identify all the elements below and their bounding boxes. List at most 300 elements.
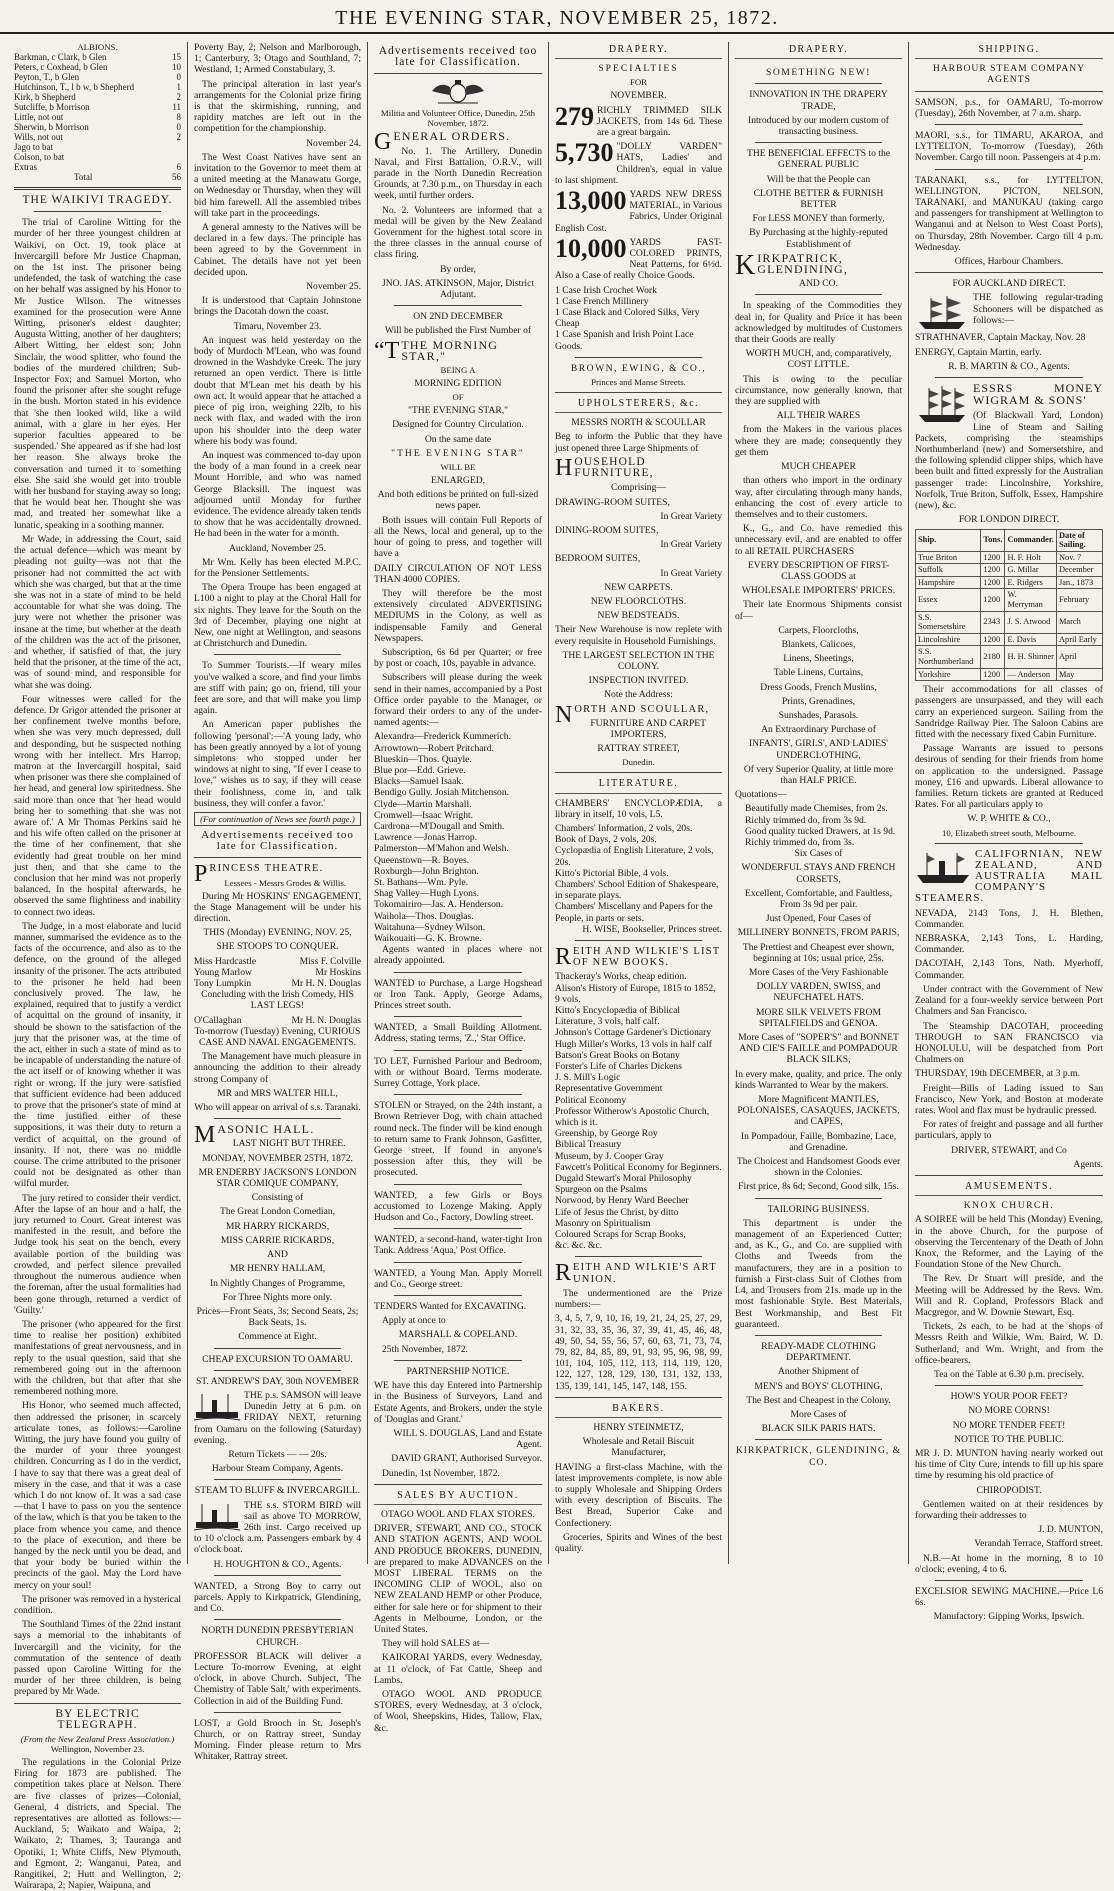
- ad-text: R. B. MARTIN & CO., Agents.: [948, 360, 1070, 372]
- batsman-name: Jago to bat: [14, 142, 53, 152]
- ad-text: The Management have much pleasure in announcing the addition to their already strong Company of: [194, 1051, 361, 1085]
- ad-text: "THE EVENING STAR,": [407, 405, 509, 417]
- ship-row: [916, 611, 1103, 633]
- sailing-ship-icon: [915, 294, 969, 332]
- tragedy-article: [14, 217, 181, 1697]
- runs: 6: [176, 162, 181, 172]
- divider: [34, 211, 161, 212]
- divider: [394, 1262, 522, 1263]
- agent-entry: Clyde—Martin Marshall.: [374, 798, 472, 810]
- book-entry: Chambers' Miscellany and Papers for the People, in parts or sets.: [555, 901, 713, 924]
- runs: [169, 142, 181, 152]
- ships-column-header: Date of Sailing.: [1056, 529, 1102, 551]
- specialty-text: RICHLY TRIMMED SILK JACKETS, from 14s 6d. These are a great bargain.: [597, 104, 722, 139]
- north-scoullar-heading: ORTH AND SCOULLAR,: [574, 703, 710, 715]
- dropcap: H: [555, 454, 573, 481]
- ad-text: Beg to inform the Public that they have just opened three Large Shipments of: [555, 431, 722, 454]
- article-paragraph: The prisoner was removed in a hysterical condition.: [14, 1593, 181, 1616]
- ship-cell: H. F. Holt: [1005, 551, 1057, 564]
- order-signature: JNO. JAS. ATKINSON, Major, District Adjutant.: [381, 277, 535, 301]
- ad-text: Comprising—: [611, 482, 666, 494]
- ad-text: Who will appear on arrival of s.s. Taranaki.: [194, 1102, 361, 1114]
- stolen-ad: STOLEN or Strayed, on the 24th instant, a Brown Retriever Dog, with chain attached round neck. The finder will be kind enough to return same to Frank Johnson, Gasfitter, George street. If found in anyone's possession after this, they will be prosecuted.: [374, 1100, 542, 1179]
- runs: 2: [176, 132, 181, 142]
- column-3: [370, 42, 546, 1734]
- ship-cell: — Anderson: [1005, 668, 1057, 681]
- column-rule: [728, 42, 729, 1564]
- agent-entry: Cardrona—M'Dougall and Smith.: [374, 820, 505, 832]
- ad-text: WHOLESALE IMPORTERS' PRICES.: [741, 585, 896, 597]
- ad-text: Quotations—: [735, 789, 787, 801]
- ad-text: Their New Warehouse is now replete with every requisite in Household Furnishings.: [555, 624, 722, 647]
- ad-text: MR ENDERBY JACKSON'S LONDON STAR COMIQUE COMPANY,: [198, 1166, 357, 1190]
- section-heading: UPHOLSTERERS, &c.: [555, 398, 722, 413]
- ships-table: [915, 529, 1103, 682]
- ad-text: Princes and Manse Streets.: [591, 377, 686, 388]
- divider: [755, 83, 882, 84]
- kirkpatrick-heading: IRKPATRICK, GLENDINING,: [757, 250, 849, 277]
- dateline: Timaru, November 23.: [233, 320, 322, 332]
- news-paragraph: To Summer Tourists.—If weary miles you've walked a score, and find your limbs are stiff with pain; go on, friend, till your feet are sore, and that will make you limp again.: [194, 660, 361, 717]
- masonic-line: Commence at Eight.: [238, 1331, 317, 1343]
- book-entry: Johnson's Cottage Gardener's Dictionary: [555, 1027, 712, 1039]
- goods-list: [735, 625, 902, 721]
- dropcap: R: [555, 944, 572, 970]
- ad-text: J. D. MUNTON,: [1038, 1524, 1103, 1536]
- books-list: [555, 971, 722, 1251]
- agent-entry: Blacks—Samuel Isaak.: [374, 776, 464, 788]
- continuation-note: (For continuation of News see fourth page.): [194, 812, 361, 826]
- score-row: [14, 62, 181, 72]
- ad-text: EXCELSIOR SEWING MACHINE.—Price L6 6s.: [915, 1586, 1103, 1609]
- column-rule: [187, 42, 188, 1564]
- masonic-line: MR HARRY RICKARDS,: [225, 1220, 330, 1232]
- ad-text: Gentlemen waited on at their residences by forwarding their addresses to: [915, 1498, 1103, 1522]
- book-entry: Kitto's Encyclopædia of Biblical Literature, 3 vols, half calf.: [555, 1005, 681, 1028]
- masonic-line: The Great London Comedian,: [219, 1206, 336, 1218]
- batsman-name: Kirk, b Shepherd: [14, 92, 76, 102]
- news-paragraph: It is understood that Captain Johnstone brings the Dacotah down the coast.: [194, 295, 361, 318]
- score-row: [14, 162, 181, 172]
- score-total-row: [14, 172, 181, 182]
- divider: [214, 1118, 341, 1119]
- ad-text: EVERY DESCRIPTION OF FIRST-CLASS GOODS at: [747, 559, 890, 582]
- steamer-icon: [194, 1502, 240, 1532]
- batsman-name: Sherwin, b Morrison: [14, 122, 89, 132]
- ship-row: [916, 576, 1103, 589]
- ad-heading: CHEAP EXCURSION TO OAMARU.: [202, 1353, 353, 1365]
- specialty-text: YARDS NEW DRESS MATERIAL, in Various Fabrics, Under Original English Cost.: [555, 189, 722, 234]
- ad-text: Wholesale and Retail Biscuit Manufacturer,: [582, 1436, 695, 1459]
- book-entry: Batson's Great Books on Botany: [555, 1049, 680, 1061]
- ad-heading: OTAGO WOOL AND FLAX STORES.: [381, 1508, 535, 1520]
- ad-heading: HARBOUR STEAM COMPANY AGENTS: [932, 63, 1086, 86]
- score-row: [14, 152, 181, 162]
- ad-text: NOVEMBER.: [610, 90, 667, 102]
- ship-row: [916, 564, 1103, 577]
- ship-cell: W. Merryman: [1005, 589, 1057, 611]
- book-entry: Spurgeon on the Psalms: [555, 1184, 648, 1196]
- ad-heading: NORTH DUNEDIN PRESBYTERIAN CHURCH.: [201, 1625, 354, 1648]
- ad-text: Will be published the First Number of: [384, 325, 532, 337]
- ad-text: from the Makers in the various places where they are made; consequently they get them: [735, 424, 902, 458]
- ad-text: 25th November, 1872.: [382, 1343, 468, 1355]
- runs: [169, 152, 181, 162]
- ad-text: N.B.—At home in the morning, 8 to 10 o'clock; evening, 4 to 6.: [915, 1552, 1103, 1575]
- divider: [575, 940, 702, 941]
- news-paragraph: The principal alteration in last year's arrangements for the Colonial prize firing is that the skirmishing, running, and rapidity matches are left out in the competition for the championship.: [194, 78, 361, 135]
- ad-text: H. HOUGHTON & CO., Agents.: [213, 1558, 342, 1570]
- score-row: [14, 52, 181, 62]
- ad-text: To-morrow (Tuesday) Evening, CURIOUS CASE AND NAVAL ENGAGEMENTS.: [194, 1025, 361, 1049]
- money-wigram-text: (Of Blackwall Yard, London) Line of Steam and Sailing Packets, comprising the steamships Northumberland (new) and Somersetshire, and the following splendid clipper ships, which have been built and fitted expressly for the Australian passenger trade: Lincolnshire, Yorkshire, Norfolk, True Briton, Suffolk, Essex, Hampshire (new), &c.: [915, 410, 1103, 512]
- ad-text: THE LARGEST SELECTION IN THE COLONY.: [562, 649, 715, 672]
- ad-heading: SPECIALTIES: [598, 63, 679, 75]
- ad-text: Subscription, 6s 6d per Quarter; or free by post or coach, 10s, payable in advance.: [374, 646, 542, 670]
- ship-row: [916, 646, 1103, 668]
- divider: [194, 857, 361, 858]
- ad-heading: TAILORING BUSINESS.: [767, 1203, 870, 1215]
- masonic-line: Consisting of: [251, 1192, 304, 1204]
- late-ads-heading: Advertisements received too late for Classification.: [378, 45, 538, 69]
- dropcap: R: [555, 1260, 572, 1287]
- ad-text: This is owing to the peculiar circumstance, now generally known, that they are supplied with: [735, 373, 902, 408]
- score-row: [14, 132, 181, 142]
- book-entry: Professor Witherow's Apostolic Church, which is it.: [555, 1105, 710, 1129]
- score-row: [14, 122, 181, 132]
- money-wigram-heading: ESSRS MONEY WIGRAM & SONS': [973, 381, 1103, 408]
- ship-cell: Suffolk: [916, 564, 981, 577]
- masonic-line: AND: [267, 1249, 288, 1261]
- runs: 0: [176, 122, 181, 132]
- divider: [214, 1712, 341, 1713]
- divider: [935, 377, 1083, 378]
- article-paragraph: The Southland Times of the 22nd instant says a memorial to the inhabitants of Invercargill and the vicinity, for the commutation of the sentence of death passed upon Caroline Witting for the murder of her three children, is being prepared by Mr Wade.: [14, 1619, 181, 1698]
- quotations-list: [735, 803, 902, 848]
- shipping-notice: TARANAKI, s.s., for LYTTELTON, WELLINGTON, PICTON, NELSON, TARANAKI, and MANUKAU (taking cargo and passengers for transhipment at Wellington to Wanganui and at Nelson to West Coast Ports), on Thursday, 28th November. Cargo till 4 p.m. Wednesday.: [915, 174, 1103, 253]
- ad-text: W. P. WHITE & CO.,: [967, 813, 1051, 825]
- ad-heading: READY-MADE CLOTHING DEPARTMENT.: [761, 1340, 876, 1364]
- divider: [755, 1439, 882, 1440]
- morning-star-title: THE MORNING STAR,": [401, 337, 499, 363]
- agent-entry: Waikouaiti—G. K. Browne.: [374, 933, 482, 944]
- ship-cell: J. S. Atwood: [1005, 611, 1057, 633]
- ship-cell: 1200: [981, 576, 1005, 589]
- case-entry: 1 Case French Millinery: [555, 295, 649, 307]
- ad-text: "THE EVENING STAR": [391, 447, 525, 459]
- ad-heading: SOMETHING NEW!: [766, 67, 871, 79]
- column-rule: [367, 42, 368, 1564]
- ship-cell: 2343: [981, 611, 1005, 633]
- goods-entry: Blankets, Calicoes,: [781, 638, 856, 650]
- ship-cell: December: [1056, 564, 1102, 577]
- ad-text: Freight—Bills of Lading issued to San Francisco, New York, and Boston at moderate rates. Wool and flax must be hydraulic pressed.: [915, 1082, 1103, 1116]
- ad-text: In Great Variety: [660, 567, 722, 579]
- score-row: [14, 142, 181, 152]
- cast-row: [194, 978, 361, 989]
- runs: 11: [172, 102, 181, 112]
- steamer-icon: [194, 1392, 240, 1422]
- ad-text: In Great Variety: [660, 539, 722, 551]
- news-paragraph: The West Coast Natives have sent an invitation to the Governor to meet them at a united meeting at the Manawatu Gorge, on Wednesday or Thursday, when they will bid him farewell. All the assembled tribes will take part in the proceedings.: [194, 151, 361, 219]
- dropcap: N: [555, 701, 573, 728]
- ship-row: [916, 589, 1103, 611]
- ad-text: Agents.: [1073, 1158, 1103, 1170]
- cricket-score-table: [14, 52, 181, 182]
- ad-text: Tea on the Table at 6.30 p.m. precisely.: [934, 1368, 1084, 1380]
- ad-text: NEW BEDSTEADS.: [597, 610, 680, 622]
- ad-text: AND CO.: [799, 278, 838, 290]
- ad-text: SHE STOOPS TO CONQUER.: [216, 941, 339, 953]
- ad-text: DINING-ROOM SUITES,: [555, 524, 659, 536]
- ad-text: OF: [452, 392, 464, 403]
- ad-text: Under contract with the Government of New Zealand for a four-weekly service between Port Chalmers and San Francisco.: [915, 983, 1103, 1018]
- ad-heading: STEAM TO BLUFF & INVERCARGILL.: [194, 1485, 361, 1497]
- news-paragraph: An inquest was held yesterday on the body of Murdoch M'Lean, who was found drowned in the Washdyke Creek. The jury returned an open verdict. There is little doubt that M'Lean met his death by his own act. It would appear that he attached a piece of pig iron, weighing 22lb, to his neck with flax, and waded with the iron upon his shoulder into the deep water where his body was found.: [194, 334, 361, 447]
- ad-text: ALL THEIR WARES: [776, 410, 861, 422]
- ad-text: CHAMBERS' ENCYCLOPÆDIA, a library in itself, 10 vols, L5.: [555, 797, 722, 820]
- agent-entry: Waitahuna—Sydney Wilson.: [374, 921, 486, 933]
- specialty-item: [555, 233, 722, 282]
- ad-text: Verandah Terrace, Stafford street.: [974, 1538, 1103, 1550]
- divider: [214, 1479, 341, 1480]
- runs: 0: [176, 72, 181, 82]
- specialty-text: YARDS FAST-COLORED PRINTS, Neat Patterns, for 6½d. Also a Case of really Choice Goods.: [555, 236, 722, 282]
- wanted-ad: WANTED, a Young Man. Apply Morrell and Co., George street.: [374, 1267, 542, 1290]
- ad-text: NEW CARPETS.: [604, 581, 673, 593]
- ad-text: Their accommodations for all classes of passengers are unsurpassed, and they will each carry an experienced surgeon. Sailing from the Sandridge Railway Pier. The Saloon Cabins are fitted with the necessary fixed Cabin Furniture.: [915, 684, 1103, 741]
- section-heading: SHIPPING.: [915, 44, 1103, 59]
- ad-text: MORE SILK VELVETS FROM SPITALFIELDS and GENOA.: [755, 1006, 881, 1029]
- news-paragraph: An inquest was commenced to-day upon the body of a man found in a creek near Mount Horrible, and who was named George Blacksill. The inquest was adjourned until Monday for further evidence. The evidence already taken tends to show that he was accidentally drowned. He had been in the water for a month.: [194, 449, 361, 540]
- masonic-line: MISS CARRIE RICKARDS,: [220, 1234, 335, 1246]
- ad-text: Introduced by our modern custom of transacting business.: [748, 114, 889, 138]
- divider: [374, 73, 542, 74]
- ad-heading: KNOX CHURCH.: [963, 1200, 1055, 1212]
- ad-text: Manufactory: Gipping Works, Ipswich.: [933, 1611, 1085, 1623]
- specialty-item: [555, 101, 722, 139]
- divider: [935, 169, 1083, 170]
- specialty-number: 279: [555, 101, 594, 131]
- ad-text: INFANTS', GIRLS', AND LADIES' UNDERCLOTHING,: [748, 738, 889, 761]
- ad-text: NEBRASKA, 2,143 Tons, L. Harding, Commander.: [915, 933, 1103, 956]
- goods-entry: Dress Goods, French Muslins,: [760, 681, 877, 693]
- quotation-entry: Richly trimmed do, from 3s 9d.: [745, 814, 867, 826]
- militia-office: Militia and Volunteer Office, Dunedin, 25th November, 1872.: [380, 108, 536, 129]
- ad-text: In Pompadour, Faille, Bombazine, Lace, and Grenadine.: [740, 1130, 897, 1153]
- book-entry: Cyclopædia of English Literature, 2 vols, 20s.: [555, 845, 714, 868]
- ad-heading: INNOVATION IN THE DRAPERY TRADE,: [749, 89, 888, 112]
- column-rule: [908, 42, 909, 1564]
- ad-text: NOTICE TO THE PUBLIC.: [954, 1433, 1064, 1445]
- ad-text: More Cases of the Very Fashionable: [748, 967, 889, 979]
- batsman-name: Peyton, T., b Glen: [14, 72, 80, 82]
- divider: [575, 357, 702, 358]
- ship-cell: Essex: [916, 589, 981, 611]
- article-paragraph: Mr Wade, in addressing the Court, said the actual defence—which was meant by pleading not guilty—was not that the prisoner had not committed the act with which she was charged, but that at the time she was not in a state of mind to be held accountable for what she was doing. The jury were not whether the prisoner was insane at the time, but whether at the death of the children was the act of the prisoner, and whether, if satisfied of that, the jury held that the prisoner, at the time of the act, was of sound mind, and responsible for what she was doing.: [14, 533, 181, 691]
- section-heading: LITERATURE.: [555, 778, 722, 793]
- ad-text: Dunedin, 1st November, 1872.: [382, 1467, 500, 1479]
- ad-heading: FOR AUCKLAND DIRECT.: [952, 278, 1066, 290]
- ad-text: WONDERFUL STAYS AND FRENCH CORSETS,: [741, 862, 896, 885]
- wanted-ad: WANTED to Purchase, a Large Hogshead or Iron Tank. Apply, George Adams, Princes street south.: [374, 977, 542, 1012]
- agent-entry: Lawrence —Jonas Harrop.: [374, 832, 478, 844]
- ad-heading: ON 2ND DECEMBER: [413, 311, 503, 323]
- book-entry: Fawcett's Political Economy for Beginners.: [555, 1161, 722, 1173]
- ad-text: A SOIREE will be held This (Monday) Evening, in the above Church, for the purpose of observing the Tercentenary of the Death of John Knox, the Reformer, and the Laying of the Foundation Stone of the New Church.: [915, 1214, 1103, 1271]
- ad-text: For LESS MONEY than formerly,: [752, 213, 885, 225]
- divider: [394, 1228, 522, 1229]
- divider: [374, 1484, 542, 1485]
- runs: 15: [172, 52, 181, 62]
- book-entry: Chambers' School Edition of Shakespeare, in separate plays.: [555, 878, 719, 902]
- ships-column-header: Commander.: [1005, 529, 1057, 551]
- dropcap: G: [374, 129, 392, 156]
- ad-heading: MESSRS NORTH & SCOULLAR: [571, 417, 706, 429]
- book-entry: Coloured Scraps for Scrap Books,: [555, 1229, 686, 1241]
- divider: [394, 1184, 522, 1185]
- ad-text: DACOTAH, 2,143 Tons, Nath. Myerhoff, Commander.: [915, 958, 1103, 981]
- reith-wilkie-heading: EITH AND WILKIE'S LIST OF NEW BOOKS.: [573, 946, 721, 969]
- late-ads-heading: Advertisements received too late for Classification.: [201, 829, 354, 853]
- ad-text: 10, Elizabeth street south, Melbourne.: [941, 827, 1077, 838]
- ship-cell: 1200: [981, 668, 1005, 681]
- cast-actor: Mr H. N. Douglas: [291, 978, 361, 990]
- specialty-item: [555, 138, 722, 186]
- specialty-text: "DOLLY VARDEN" HATS, Ladies' and Children's, equal in value to last shipment.: [555, 141, 722, 186]
- ad-text: Apply at once to: [382, 1315, 446, 1327]
- literature-list: [555, 823, 722, 924]
- ad-text: RATTRAY STREET,: [597, 743, 680, 755]
- ship-cell: February: [1056, 589, 1102, 611]
- batsman-name: Extras: [14, 162, 37, 172]
- ad-heading: HENRY STEINMETZ,: [593, 1421, 684, 1433]
- dateline: November 25.: [306, 281, 361, 293]
- wanted-ad: WANTED, a Strong Boy to carry out parcels. Apply to Kirkpatrick, Glendining, and Co.: [194, 1580, 361, 1615]
- score-row: [14, 92, 181, 102]
- column-4: [551, 42, 726, 1564]
- ship-cell: March: [1056, 611, 1102, 633]
- ad-heading: PARTNERSHIP NOTICE.: [406, 1365, 510, 1377]
- batsman-name: Wills, not out: [14, 132, 63, 142]
- ad-text: Return Tickets — — 20s.: [228, 1448, 327, 1460]
- agent-entry: Palmerston—M'Mahon and Welsh.: [374, 843, 509, 855]
- dropcap: M: [194, 1122, 216, 1149]
- article-paragraph: The trial of Caroline Witting for the murder of her three youngest children at Waikivi, on Oct. 19, took place at Invercargill before Mr Justice Chapman, on the 1st inst. The prisoner being undefended, the task of watching the case on her behalf was assigned by his Honor to Mr Justice Wilson. The witnesses examined for the prosecution were Anne Witting, prisoner's eldest daughter; Augusta Witting, another of her daughters; Albert Witting, her eldest son; John Sinclair, the wood splitter, who found the bodies of the murdered children; Sub-Inspector Fox; and Samuel Morton, who found the prisoner after she sought refuge in the bush. Morton stated in his evidence that 'she then looked wild, like a wild animal, with a glare in her eyes. Her superior faculties appeared to be suspended.' She appeared as if she had lost her reason. She always broke the conversation and turned it to something else. She said she would get into trouble with her husband for staying away so long; that he would beat her. Thought she was mad, and treated her somewhat like a lunatic, speaking in a soothing manner.: [14, 217, 181, 531]
- ad-text: Agents wanted in places where not already appointed.: [374, 944, 542, 967]
- cast-row: [194, 956, 361, 967]
- ad-text: Note the Address:: [604, 689, 673, 701]
- divider: [14, 187, 181, 190]
- ship-cell: Nov. 7: [1056, 551, 1102, 564]
- cast-actor: Miss F. Colville: [299, 955, 361, 967]
- ad-text: Passage Warrants are issued to persons desirous of sending for their friends from home on application to the undersigned. Passage money, £16 and upwards. Liberal allowance to families. Return tickets are granted at Reduced Rates. For all particulars apply to: [915, 743, 1103, 811]
- runs: 1: [176, 82, 181, 92]
- ad-heading: ST. ANDREW'S DAY, 30th NOVEMBER: [195, 1375, 360, 1387]
- book-entry: Dugald Stewart's Moral Philosophy: [555, 1173, 692, 1185]
- ad-text: The Prettiest and Cheapest ever shown, beginning at 10s; usual price, 25s.: [742, 941, 895, 964]
- ad-text: During Mr HOSKINS' ENGAGEMENT, the Stage Management will be under his direction.: [194, 890, 361, 925]
- runs: 10: [172, 62, 181, 72]
- ad-text: CHIROPODIST.: [976, 1484, 1042, 1496]
- ad-text: K., G., and Co. have remedied this unnecessary evil, and are enabled to offer to all RETAIL PURCHASERS: [735, 523, 902, 557]
- agent-entry: Blueskin—Thos. Quayle.: [374, 753, 472, 765]
- score-total: 56: [172, 172, 181, 182]
- batsman-name: Sutcliffe, b Morrison: [14, 102, 90, 112]
- score-row: [14, 72, 181, 82]
- ad-text: They will therefore be the most extensively circulated ADVERTISING MEDIUMS in the Colony, as well as indispensable Family and General Newspapers.: [374, 587, 542, 644]
- cast-role: Tony Lumpkin: [194, 978, 252, 990]
- ad-text: WILL S. DOUGLAS, Land and Estate Agent.: [393, 1427, 542, 1451]
- ad-text: Designed for Country Circulation.: [392, 419, 524, 431]
- ad-text: MR J. D. MUNTON having nearly worked out his time of City Cure, intends to fill up his spare time by resuming his old practice of: [915, 1448, 1103, 1482]
- batsman-name: Colson, to bat: [14, 152, 65, 162]
- agents-list: [374, 731, 542, 944]
- dateline: November 24.: [306, 137, 361, 149]
- ad-text: For rates of freight and passage and all further particulars, apply to: [915, 1119, 1103, 1142]
- book-entry: &c. &c. &c.: [555, 1240, 603, 1252]
- book-entry: Book of Days, 2 vols, 20s.: [555, 834, 657, 846]
- ad-text: Their late Enormous Shipments consist of—: [735, 599, 902, 622]
- dateline: Auckland, November 25.: [229, 542, 326, 554]
- book-entry: Greenship, by George Roy: [555, 1128, 658, 1140]
- book-entry: Forster's Life of Charles Dickens: [555, 1061, 682, 1073]
- ships-header-row: [916, 529, 1103, 551]
- divider: [755, 1335, 882, 1336]
- score-title: ALBIONS.: [77, 42, 118, 52]
- book-entry: Biblical Treasury: [555, 1139, 622, 1151]
- ad-text: NO MORE CORNS!: [968, 1405, 1050, 1417]
- divider: [755, 142, 882, 143]
- ad-text: Concluding with the Irish Comedy, HIS LAST LEGS!: [201, 989, 354, 1012]
- book-entry: Masonry on Spiritualism: [555, 1217, 651, 1229]
- ad-heading: HOW'S YOUR POOR FEET?: [950, 1391, 1068, 1403]
- divider: [555, 392, 722, 393]
- masonic-lines: [194, 1192, 361, 1342]
- ad-text: Another Shipment of: [777, 1366, 859, 1378]
- divider: [394, 1094, 522, 1095]
- ad-text: H. WISE, Bookseller, Princes street.: [582, 923, 722, 935]
- divider: [575, 1256, 702, 1257]
- goods-entry: Linens, Sheetings,: [783, 653, 854, 665]
- book-entry: Norwood, by Henry Ward Beecher: [555, 1195, 689, 1207]
- partnership-ad: WE have this day Entered into Partnership in the Business of Surveyors, Land and Estate Agents, and Brokers, under the style of 'Douglas and Grant.': [374, 1380, 542, 1425]
- ad-text: KAIKORAI YARDS, every Wednesday, at 11 o'clock, of Fat Cattle, Sheep and Lambs.: [374, 1652, 542, 1686]
- ad-text: NEW FLOORCLOTHS.: [590, 595, 687, 607]
- divider: [935, 124, 1083, 125]
- case-entry: 1 Case Black and Colored Silks, Very Cheap: [555, 307, 700, 330]
- stormbird-ad: THE s.s. STORM BIRD will sail as above TO MORROW, 26th inst. Cargo received up to 10 o'clock a.m. Passengers embark by 4 o'clock boat.: [194, 1499, 361, 1556]
- ship-cell: Lincolnshire: [916, 633, 981, 646]
- book-entry: Political Economy: [555, 1094, 627, 1106]
- divider: [935, 843, 1083, 844]
- agent-entry: Alexandra—Frederick Kummerich.: [374, 731, 511, 743]
- ad-text: MR and MRS WALTER HILL,: [217, 1087, 338, 1099]
- ad-text: More Magnificent MANTLES, POLONAISES, CASAQUES, JACKETS, and CAPES,: [737, 1094, 900, 1128]
- divider: [915, 272, 1103, 273]
- divider: [394, 1295, 522, 1296]
- masonic-hall-heading: ASONIC HALL.: [217, 1122, 315, 1137]
- ad-text: THIS (Monday) EVENING, NOV. 25,: [203, 927, 352, 939]
- ad-text: MARSHALL & COPELAND.: [398, 1329, 518, 1341]
- section-heading: BAKERS.: [555, 1403, 722, 1418]
- household-heading: OUSEHOLD FURNITURE,: [574, 455, 654, 480]
- ship-cell: G. Millar: [1005, 564, 1057, 577]
- divider: [214, 1575, 341, 1576]
- ad-text: Offices, Harbour Chambers.: [954, 256, 1064, 268]
- mail-steamer-icon: [915, 851, 971, 887]
- ad-text: Will be that the People can: [766, 173, 871, 185]
